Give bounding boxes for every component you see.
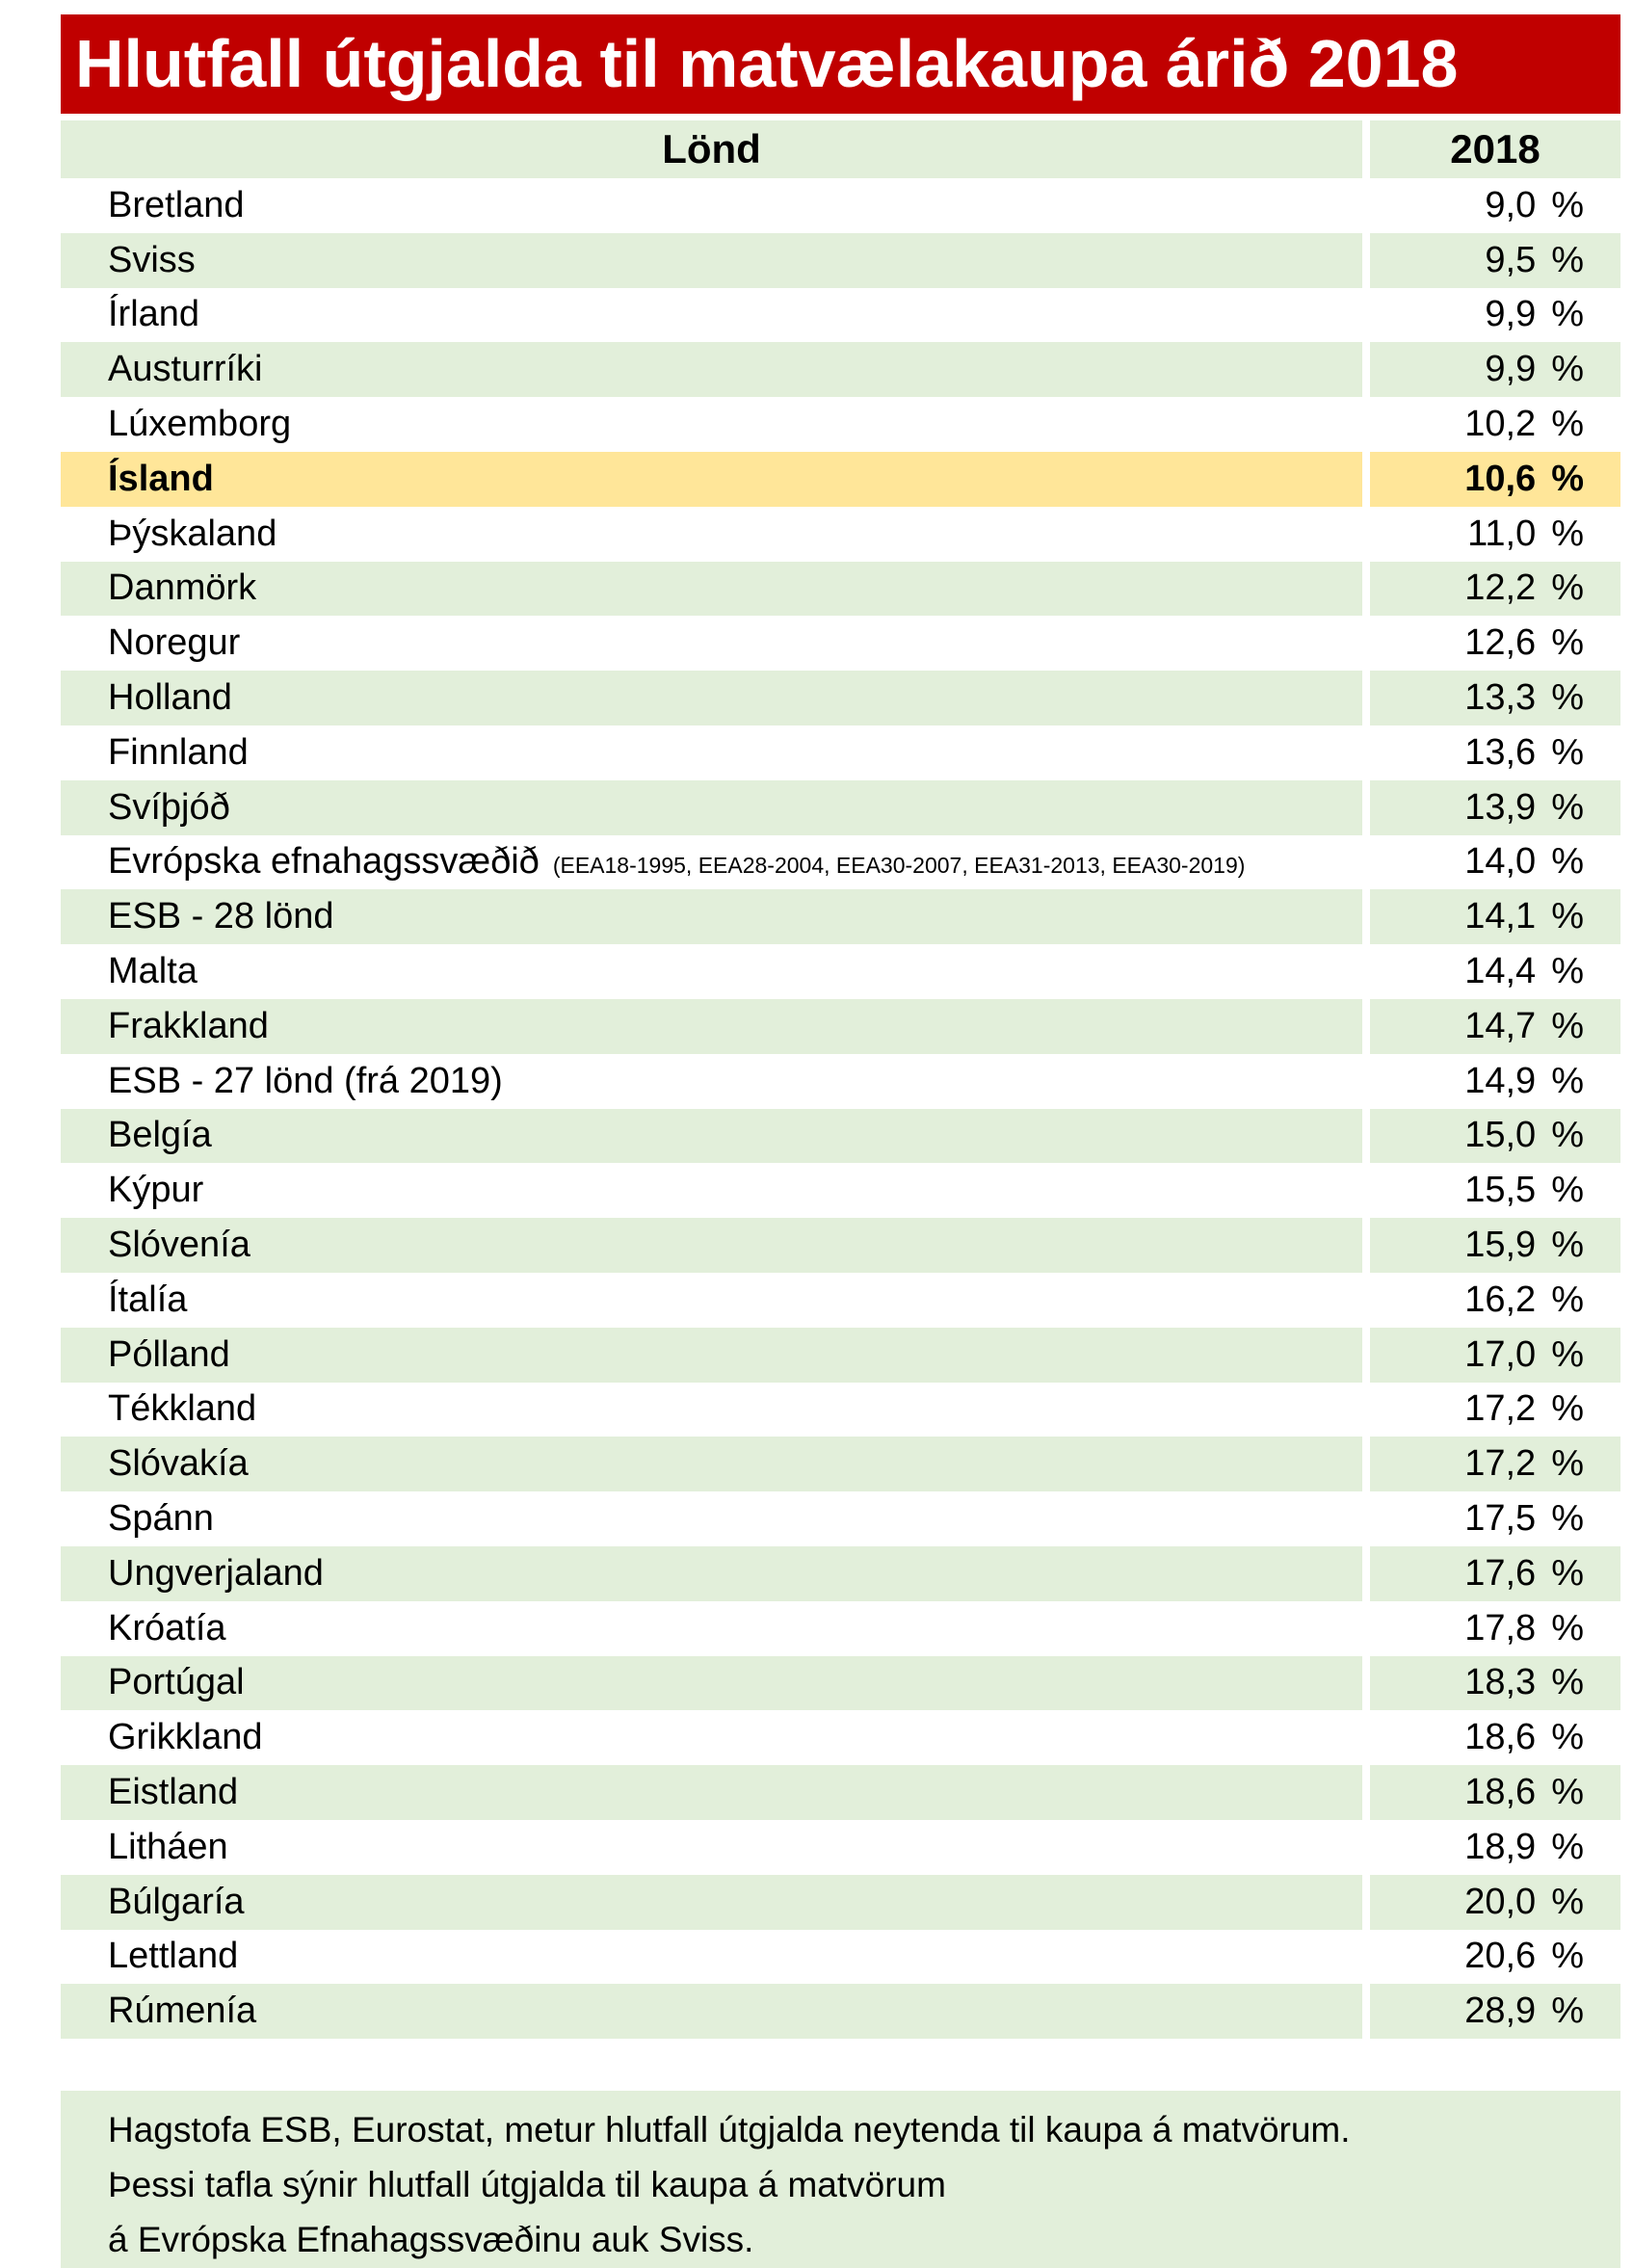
country-cell — [61, 1054, 1362, 1109]
percent-value: 12,6 — [1464, 622, 1537, 664]
percent-value: 14,9 — [1464, 1060, 1537, 1101]
percent-sign: % — [1551, 1498, 1584, 1540]
country-name: Ungverjaland — [108, 1552, 324, 1594]
country-name: Búlgaría — [108, 1881, 245, 1922]
percent-value: 14,1 — [1464, 896, 1537, 937]
value-cell — [1370, 342, 1620, 397]
value-cell — [1370, 288, 1620, 343]
table-row — [61, 1820, 1620, 1875]
country-name: Rúmenía — [108, 1991, 257, 2032]
value-cell — [1370, 725, 1620, 780]
percent-sign: % — [1551, 1170, 1584, 1211]
value-cell — [1370, 1163, 1620, 1218]
percent-sign: % — [1551, 622, 1584, 664]
table-row — [61, 1930, 1620, 1985]
value-cell — [1370, 233, 1620, 288]
table-header-row — [61, 120, 1620, 178]
percent-value: 13,3 — [1464, 677, 1537, 719]
percent-sign: % — [1551, 1772, 1584, 1812]
percent-sign: % — [1551, 294, 1584, 335]
country-name: Írland — [108, 294, 200, 335]
country-name: ESB - 28 lönd — [108, 896, 334, 937]
percent-sign: % — [1551, 951, 1584, 992]
percent-value: 18,9 — [1464, 1826, 1537, 1867]
percent-value: 9,0 — [1485, 184, 1537, 225]
table-row — [61, 1875, 1620, 1930]
value-cell — [1370, 1710, 1620, 1765]
table-row — [61, 1491, 1620, 1546]
country-cell — [61, 1930, 1362, 1985]
country-cell — [61, 288, 1362, 343]
data-table — [61, 120, 1620, 2039]
country-cell — [61, 1656, 1362, 1711]
value-cell — [1370, 1273, 1620, 1328]
value-cell — [1370, 1656, 1620, 1711]
table-row — [61, 1109, 1620, 1164]
value-cell — [1370, 1601, 1620, 1656]
percent-sign: % — [1551, 513, 1584, 554]
table-row — [61, 999, 1620, 1054]
country-cell — [61, 671, 1362, 725]
percent-value: 20,6 — [1464, 1936, 1537, 1977]
percent-sign: % — [1551, 1991, 1584, 2032]
percent-value: 17,2 — [1464, 1388, 1537, 1430]
percent-sign: % — [1551, 1279, 1584, 1320]
percent-value: 15,9 — [1464, 1225, 1537, 1266]
country-name: Svíþjóð — [108, 786, 230, 828]
table-row — [61, 178, 1620, 233]
table-row — [61, 562, 1620, 617]
table-row — [61, 233, 1620, 288]
percent-sign: % — [1551, 1607, 1584, 1648]
footnote-line: Þessi tafla sýnir hlutfall útgjalda til kaupa á matvörum — [108, 2165, 946, 2204]
table-row — [61, 725, 1620, 780]
value-cell — [1370, 671, 1620, 725]
percent-value: 28,9 — [1464, 1991, 1537, 2032]
value-cell — [1370, 616, 1620, 671]
percent-value: 15,5 — [1464, 1170, 1537, 1211]
table-row — [61, 616, 1620, 671]
percent-value: 14,7 — [1464, 1005, 1537, 1046]
country-name: Evrópska efnahagssvæðið — [108, 841, 540, 883]
value-cell — [1370, 1491, 1620, 1546]
percent-value: 16,2 — [1464, 1279, 1537, 1320]
percent-sign: % — [1551, 1826, 1584, 1867]
country-cell — [61, 1383, 1362, 1437]
country-cell — [61, 507, 1362, 562]
table-row — [61, 507, 1620, 562]
table-row — [61, 780, 1620, 835]
country-cell — [61, 1710, 1362, 1765]
country-cell — [61, 889, 1362, 944]
percent-value: 9,9 — [1485, 349, 1537, 390]
percent-sign: % — [1551, 567, 1584, 609]
country-cell — [61, 1218, 1362, 1273]
value-cell — [1370, 1383, 1620, 1437]
value-cell — [1370, 1930, 1620, 1985]
percent-value: 12,2 — [1464, 567, 1537, 609]
percent-sign: % — [1551, 1662, 1584, 1703]
percent-sign: % — [1551, 1936, 1584, 1977]
country-cell — [61, 1875, 1362, 1930]
country-cell — [61, 1765, 1362, 1820]
country-cell — [61, 1546, 1362, 1601]
percent-value: 20,0 — [1464, 1881, 1537, 1922]
value-cell — [1370, 835, 1620, 890]
table-row — [61, 1437, 1620, 1491]
value-cell — [1370, 1820, 1620, 1875]
country-cell — [61, 1328, 1362, 1383]
percent-sign: % — [1551, 786, 1584, 828]
percent-value: 17,2 — [1464, 1443, 1537, 1485]
table-row — [61, 288, 1620, 343]
footnote-line: Hagstofa ESB, Eurostat, metur hlutfall útgjalda neytenda til kaupa á matvörum. — [108, 2110, 1351, 2149]
footnote-line: á Evrópska Efnahagssvæðinu auk Sviss. — [108, 2220, 754, 2259]
value-cell — [1370, 562, 1620, 617]
value-cell — [1370, 1054, 1620, 1109]
country-name: Þýskaland — [108, 513, 277, 554]
percent-sign: % — [1551, 458, 1584, 499]
percent-sign: % — [1551, 731, 1584, 773]
country-name: Ísland — [108, 458, 214, 499]
percent-value: 18,3 — [1464, 1662, 1537, 1703]
table-row — [61, 1054, 1620, 1109]
table-row — [61, 452, 1620, 507]
country-name: Austurríki — [108, 349, 263, 390]
table-row — [61, 1710, 1620, 1765]
country-name: Belgía — [108, 1115, 212, 1156]
country-cell — [61, 1273, 1362, 1328]
table-row — [61, 944, 1620, 999]
header-country: Lönd — [61, 120, 1362, 178]
country-cell — [61, 1984, 1362, 2039]
table-row — [61, 1601, 1620, 1656]
table-row — [61, 1656, 1620, 1711]
country-name: Litháen — [108, 1826, 228, 1867]
value-cell — [1370, 999, 1620, 1054]
percent-sign: % — [1551, 184, 1584, 225]
percent-value: 15,0 — [1464, 1115, 1537, 1156]
percent-sign: % — [1551, 677, 1584, 719]
country-cell — [61, 1491, 1362, 1546]
percent-value: 14,0 — [1464, 841, 1537, 883]
country-cell — [61, 452, 1362, 507]
percent-value: 17,5 — [1464, 1498, 1537, 1540]
percent-value: 10,2 — [1464, 404, 1537, 445]
country-name: Holland — [108, 677, 232, 719]
percent-value: 18,6 — [1464, 1717, 1537, 1758]
country-cell — [61, 1163, 1362, 1218]
table-row — [61, 671, 1620, 725]
country-cell — [61, 342, 1362, 397]
country-cell — [61, 780, 1362, 835]
table-row — [61, 889, 1620, 944]
percent-sign: % — [1551, 1115, 1584, 1156]
percent-value: 11,0 — [1467, 513, 1537, 554]
table-row — [61, 1765, 1620, 1820]
footnote — [61, 2091, 1620, 2268]
country-name: Lettland — [108, 1936, 239, 1977]
country-cell — [61, 999, 1362, 1054]
country-name: Frakkland — [108, 1005, 269, 1046]
percent-sign: % — [1551, 1333, 1584, 1375]
table-row — [61, 397, 1620, 452]
value-cell — [1370, 507, 1620, 562]
country-name: Danmörk — [108, 567, 257, 609]
country-cell — [61, 1601, 1362, 1656]
country-cell — [61, 178, 1362, 233]
percent-sign: % — [1551, 1717, 1584, 1758]
value-cell — [1370, 1109, 1620, 1164]
percent-value: 9,9 — [1485, 294, 1537, 335]
value-cell — [1370, 452, 1620, 507]
country-name: Slóvenía — [108, 1225, 250, 1266]
table-row — [61, 1218, 1620, 1273]
country-cell — [61, 1109, 1362, 1164]
value-cell — [1370, 1765, 1620, 1820]
percent-sign: % — [1551, 1225, 1584, 1266]
page-title: Hlutfall útgjalda til matvælakaupa árið 2018 — [61, 14, 1620, 114]
country-cell — [61, 616, 1362, 671]
country-name: Bretland — [108, 184, 245, 225]
percent-value: 18,6 — [1464, 1772, 1537, 1812]
country-cell — [61, 562, 1362, 617]
country-name: Spánn — [108, 1498, 214, 1540]
country-name: Noregur — [108, 622, 241, 664]
value-cell — [1370, 1984, 1620, 2039]
value-cell — [1370, 780, 1620, 835]
country-name: Eistland — [108, 1772, 239, 1812]
country-name: ESB - 27 lönd (frá 2019) — [108, 1060, 503, 1101]
table-row — [61, 1984, 1620, 2039]
country-name: Króatía — [108, 1607, 226, 1648]
percent-value: 17,0 — [1464, 1333, 1537, 1375]
country-name: Kýpur — [108, 1170, 204, 1211]
value-cell — [1370, 1218, 1620, 1273]
table-row — [61, 1163, 1620, 1218]
country-note: (EEA18-1995, EEA28-2004, EEA30-2007, EEA31-2013, EEA30-2019) — [552, 853, 1246, 879]
country-name: Lúxemborg — [108, 404, 292, 445]
country-cell — [61, 397, 1362, 452]
header-year: 2018 — [1370, 120, 1620, 178]
percent-value: 17,8 — [1464, 1607, 1537, 1648]
percent-sign: % — [1551, 1388, 1584, 1430]
country-name: Tékkland — [108, 1388, 257, 1430]
table-row — [61, 342, 1620, 397]
table-row — [61, 835, 1620, 890]
value-cell — [1370, 889, 1620, 944]
percent-sign: % — [1551, 841, 1584, 883]
percent-sign: % — [1551, 349, 1584, 390]
value-cell — [1370, 944, 1620, 999]
value-cell — [1370, 397, 1620, 452]
country-name: Slóvakía — [108, 1443, 249, 1485]
percent-sign: % — [1551, 239, 1584, 280]
country-name: Grikkland — [108, 1717, 263, 1758]
percent-value: 10,6 — [1464, 458, 1537, 499]
percent-sign: % — [1551, 1443, 1584, 1485]
percent-sign: % — [1551, 1060, 1584, 1101]
table-row — [61, 1328, 1620, 1383]
country-name: Portúgal — [108, 1662, 245, 1703]
value-cell — [1370, 1328, 1620, 1383]
percent-sign: % — [1551, 896, 1584, 937]
value-cell — [1370, 1437, 1620, 1491]
value-cell — [1370, 1875, 1620, 1930]
country-name: Malta — [108, 951, 198, 992]
percent-value: 13,6 — [1464, 731, 1537, 773]
value-cell — [1370, 1546, 1620, 1601]
table-row — [61, 1273, 1620, 1328]
percent-value: 13,9 — [1464, 786, 1537, 828]
table-body — [61, 178, 1620, 2039]
table-row — [61, 1546, 1620, 1601]
country-cell — [61, 233, 1362, 288]
percent-value: 17,6 — [1464, 1552, 1537, 1594]
percent-sign: % — [1551, 404, 1584, 445]
country-name: Sviss — [108, 239, 196, 280]
country-name: Pólland — [108, 1333, 230, 1375]
table-row — [61, 1383, 1620, 1437]
country-cell — [61, 835, 1362, 890]
percent-sign: % — [1551, 1881, 1584, 1922]
percent-sign: % — [1551, 1552, 1584, 1594]
country-name: Ítalía — [108, 1279, 188, 1320]
country-cell — [61, 944, 1362, 999]
percent-value: 9,5 — [1485, 239, 1537, 280]
percent-sign: % — [1551, 1005, 1584, 1046]
percent-value: 14,4 — [1464, 951, 1537, 992]
country-cell — [61, 725, 1362, 780]
country-cell — [61, 1820, 1362, 1875]
value-cell — [1370, 178, 1620, 233]
country-name: Finnland — [108, 731, 249, 773]
country-cell — [61, 1437, 1362, 1491]
